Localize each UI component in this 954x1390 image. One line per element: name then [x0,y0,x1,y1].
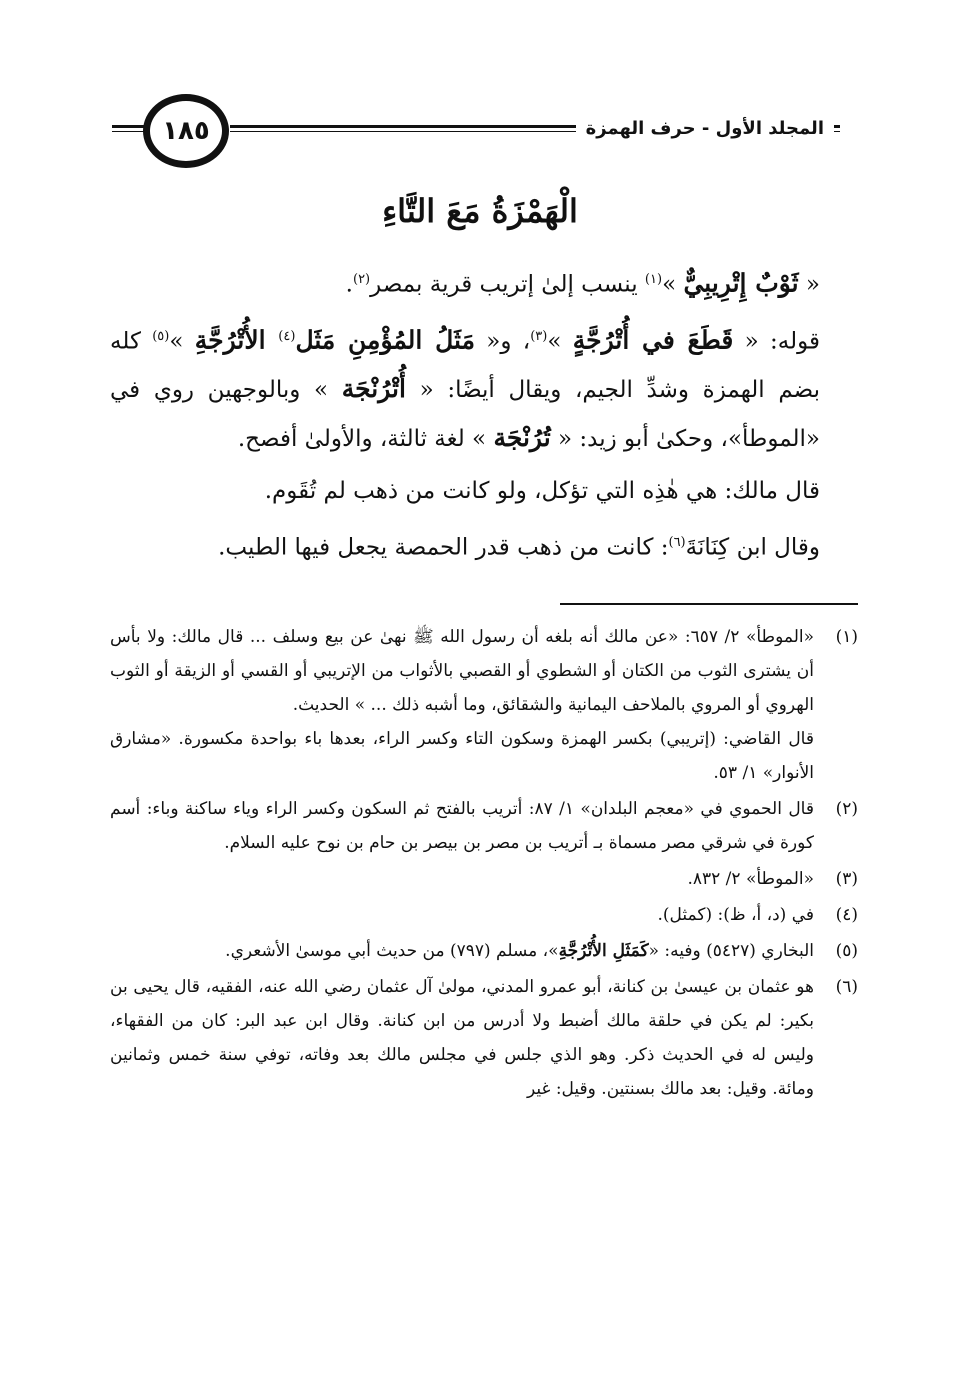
paragraph-2: قوله: « قَطَعَ في أُتْرُجَّةٍ »$^{(٣)}$، و« مَثَلُ المُؤْمِنِ مَثَل$^{(٤)}$ الأُتْرُجَّةِ »$^{(٥)}$ كله بضم الهمزة وشدِّ الجيم، ويقال أيضًا: « أُتْرُنْجَة » وبالوجهين روي في «الموطأ»، وحكىٰ أبو زيد: « تُرُنْجَة » لغة ثالثة، والأولىٰ أفصح. [110,325,821,453]
footnote-number: (٢) [835,799,858,819]
footnote-5 [110,934,858,968]
header-rule-left-top [112,125,144,128]
paragraph-3: قال مالك: هي هٰذِه التي تؤكل، ولو كانت من ذهب لم تُقَوم. [264,478,820,505]
footnote-ref: (٤) [278,328,296,344]
page-number: ١٨٥ [162,116,210,146]
paragraph-4: وقال ابن كِنَانَةَ$^{(٦)}$: كانت من ذهب قدر الحمصة يجعل فيها الطيب. [218,534,820,561]
footnote-ref: (٣) [530,328,548,344]
footnote-number: (٦) [835,977,858,997]
main-text [110,180,850,576]
footnote-4 [110,898,858,932]
footnote-number: (٣) [835,869,858,889]
section-title: الْهَمْزَةُ مَعَ التَّاءِ [382,192,578,230]
headword: مَثَلُ المُؤْمِنِ مَثَل [295,325,475,355]
page-header [0,0,954,180]
footnote-body: البخاري (٥٤٢٧) وفيه: «كَمَثَلِ الأُتْرُجَّةِ»، مسلم (٧٩٧) من حديث أبي موسىٰ الأشعري. [225,941,814,961]
page-number-badge [143,94,229,168]
running-title: المجلد الأول - حرف الهمزة [576,110,834,146]
footnote-2 [110,792,858,860]
headword: الأُتْرُجَّةِ [194,325,279,355]
footnote-ref: (٥) [152,328,170,344]
headword: أُتْرُنْجَة [341,374,406,404]
footnote-body: «الموطأ» ٢/ ٨٣٢. [687,869,814,889]
footnote-ref: (١) [644,272,663,287]
footnote-body: في (د، أ، ظ): (كمثل). [657,905,814,925]
footnote-ref: (٢) [352,272,371,287]
footnote-body: هو عثمان بن عيسىٰ بن كنانة، أبو عمرو المدني، مولىٰ آل عثمان رضي الله عنه، الفقيه، قال يحيى بن بكير: لم يكن في حلقة مالك أضبط ولا أدرس من ابن كنانة. وقال ابن عبد البر: كان من الفقهاء، وليس له في الحديث ذكر. وهو الذي جلس في مجلس مالك بعد وفاته، توفي سنة خمس وثمانين ومائة. وقيل: بعد مالك بسنتين. وقيل: غير [110,977,814,1099]
footnote-separator [560,603,858,605]
headword: قَطَعَ في أُتْرُجَّةٍ [572,325,734,355]
footnote-1 [110,620,858,790]
footnote-ref: (٦) [668,535,686,551]
headword: ثَوْبٌ إِتْرِيبِيٌّ [683,268,799,298]
paragraph-1: « ثَوْبٌ إِتْرِيبِيٌّ »$^{(١)}$ ينسب إلىٰ إتريب قرية بمصر$^{(٢)}$. [345,268,820,298]
footnote-6 [110,970,858,1106]
footnote-number: (٥) [835,941,858,961]
footnote-number: (١) [835,627,858,647]
footnote-3 [110,862,858,896]
quoted-headword: كَمَثَلِ الأُتْرُجَّةِ [558,941,649,961]
footnote-body: قال الحموي في «معجم البلدان» ١/ ٨٧: أتريب بالفتح ثم السكون وكسر الراء وياء ساكنة وباء: أسم كورة في شرقي مصر مسماة بـ أتريب بن مصر بن بيصر بن حام بن نوح عليه السلام. [110,799,814,853]
footnote-body: «الموطأ» ٢/ ٦٥٧: «عن مالك أنه بلغه أن رسول الله ﷺ نهىٰ عن بيع وسلف ... قال مالك: ولا بأس أن يشترى الثوب من الكتان أو الشطوي أو القصبي بالأثواب من الإتريبي أو القسي أو الزيقة أو الثوب الهروي أو المروي بالملاحف اليمانية والشقائق، وما أشبه ذلك ... » الحديث. قال القاضي: (إتريبي) بكسر الهمزة وسكون التاء وكسر الراء، بعدها باء بواحدة مكسورة. «مشارق الأنوار» ١/ ٥٣. [110,627,814,783]
footnote-number: (٤) [835,905,858,925]
footnotes [110,620,858,1108]
headword: تُرُنْجَة [493,423,551,453]
header-rule-left-bottom [112,131,144,132]
